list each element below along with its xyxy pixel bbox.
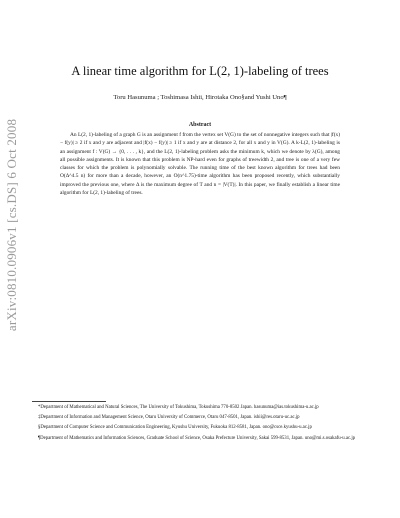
footnote-divider: [32, 401, 106, 402]
abstract-heading: Abstract: [188, 122, 212, 128]
arxiv-identifier-stamp: [2, 118, 22, 332]
abstract-body: An L(2, 1)-labeling of a graph G is an assignment f from the vertex set V(G) to the set of nonnegative integers such that |f(x) − f(y)| ≥ 2 if x and y are adjacent and |f(x) − f(y)| ≥ 1 if x and y are at distance 2, for all x and y in V(G). A k-L(2, 1)-labeling is an assignment f : V(G) → {0, . . . , k}, and the L(2, 1)-labeling problem asks the minimum k, which we denote by λ(G), among all possible assignments. It is known that this problem is NP-hard even for graphs of treewidth 2, and tree is one of a very few classes for which the problem is polynomially solvable. The running time of the best known algorithm for trees had been O(Δ^4.5 n) for more than a decade, however, an O(n^1.75)-time algorithm has been proposed recently, which substantially improved the previous one, where Δ is the maximum degree of T and n = |V(T)|. In this paper, we finally establish a linear time algorithm for L(2, 1)-labeling of trees.: [60, 132, 340, 197]
author-list: Toru Hasunuma ; Toshimasa Ishii, Hirotaka Ono§and Yushi Uno¶: [113, 94, 287, 101]
footnote-uno: ¶Department of Mathematics and Information Sciences, Graduate School of Science, Osaka Prefecture University, Sakai 599-8531, Japan. uno@mi.s.osakafu-u.ac.jp: [38, 435, 356, 441]
footnote-ishii: ‡Department of Information and Management Science, Otaru University of Commerce, Otaru 047-8501, Japan. ishii@res.otaru-uc.ac.jp: [38, 415, 300, 421]
footnote-ono: §Department of Computer Science and Communication Engineering, Kyushu University, Fukuoka 812-8581, Japan. ono@csce.kyushu-u.ac.jp: [38, 425, 312, 431]
arxiv-identifier-text: arXiv:0810.0906v1 [cs.DS] 6 Oct 2008: [4, 118, 20, 332]
paper-title: A linear time algorithm for L(2, 1)-labeling of trees: [71, 64, 329, 78]
footnote-hasunuma: *Department of Mathematical and Natural Sciences, The University of Tokushima, Tokushima 770-8502 Japan. hasunuma@ias.tokushima-u.ac.jp: [38, 405, 319, 410]
footnotes: [32, 405, 368, 446]
